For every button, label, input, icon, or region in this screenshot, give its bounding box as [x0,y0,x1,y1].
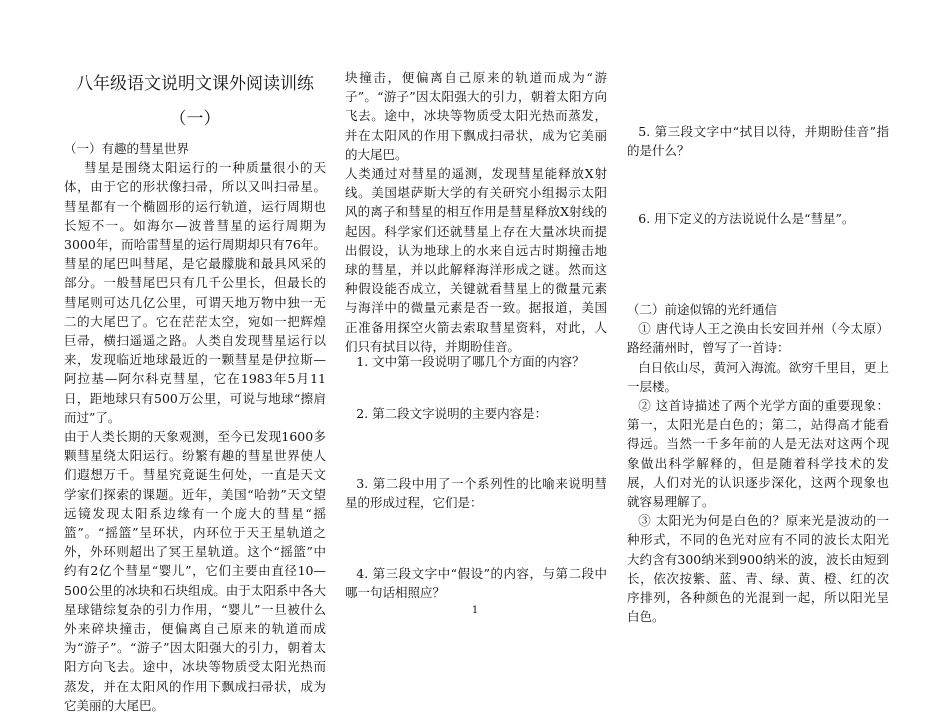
question-3: 3. 第二段中用了一个系列性的比喻来说明彗星的形成过程，它们是： [345,476,607,511]
section1-paragraph-2: 由于人类长期的天象观测，至今已发现1600多颗彗星绕太阳运行。纷繁有趣的彗星世界使人们遐想万千。彗星究竟诞生何处，一直是天文学家们探索的课题。近年，美国“哈勃”天文望远镜发现太阳系边缘有一个庞大的彗星“摇篮”。“摇篮”呈环状，内环位于天王星轨道之外，外环则超出了冥王星轨道。这个“摇篮”中约有2亿个彗星“婴儿”，它们主要由直径10—500公里的冰块和石块组成。由于太阳系中各大星球错综复杂的引力作用，“婴儿”一旦被什么外来碎块撞击，便偏离自己原来的轨道而成为“游子”。“游子”因太阳强大的引力，朝着太阳方向飞去。途中，冰块等物质受太阳光热而蒸发，并在太阳风的作用下飘成扫帚状，成为它美丽的大尾巴。 [64,429,326,713]
question-2: 2. 第二段文字说明的主要内容是： [356,406,548,421]
section2-paragraph-1: ① 唐代诗人王之涣由长安回并州（今太原）路经蒲州时，曾写了一首诗： [627,321,889,356]
section1-paragraph-2-continued: 块撞击，便偏离自己原来的轨道而成为“游子”。“游子”因太阳强大的引力，朝着太阳方向飞去。途中，冰块等物质受太阳光热而蒸发，并在太阳风的作用下飘成扫帚状，成为它美丽的大尾巴。 [345,70,607,162]
section1-paragraph-3: 人类通过对彗星的遥测，发现彗星能释放X射线。美国堪萨斯大学的有关研究小组揭示太阳风的离子和彗星的相互作用是彗星释放X射线的起因。科学家们还就彗星上存在大量冰块而提出假设，认为地球上的水来自远古时期撞击地球的彗星，并以此解释海洋形成之谜。然而这种假设能否成立，关键就看彗星上的微量元素与海洋中的微量元素是否一致。据报道，美国正准备用探空火箭去索取彗星资料，对此，人们只有拭目以待，并期盼佳音。 [345,166,607,354]
page-number: 1 [471,605,479,616]
section2-poem: 白日依山尽，黄河入海流。欲穷千里目，更上一层楼。 [627,359,889,394]
section2-paragraph-3: ③ 太阳光为何是白色的？原来光是波动的一种形式，不同的色光对应有不同的波长太阳光大约含有300纳米到900纳米的波，波长由短到长，依次按紫、蓝、青、绿、黄、橙、红的次序排列，各种颜色的光混到一起，所以阳光呈白色。 [627,513,889,625]
section1-heading: （一）有趣的彗星世界 [64,141,190,156]
question-6: 6. 用下定义的方法说说什么是“彗星”。 [638,211,855,226]
section2-heading: （二）前途似锦的光纤通信 [627,302,778,317]
question-4: 4. 第三段文字中“假设”的内容，与第二段中哪一句话相照应？ [345,566,607,601]
page-title: 八年级语文说明文课外阅读训练 [76,74,314,94]
page-title-number: （一） [169,109,221,129]
section2-paragraph-2: ② 这首诗描述了两个光学方面的重要现象：第一，太阳光是白色的；第二，站得高才能看得远。当然一千多年前的人是无法对这两个现象做出科学解释的，但是随着科学技术的发展，人们对光的认识逐步深化，这两个现象也就容易理解了。 [627,398,889,510]
question-5: 5. 第三段文字中“拭目以待，并期盼佳音”指的是什么？ [627,124,889,159]
section1-paragraph-1: 彗星是围绕太阳运行的一种质量很小的天体，由于它的形状像扫帚，所以又叫扫帚星。彗星都有一个椭圆形的运行轨道，运行周期也长短不一。如海尔—波普彗星的运行周期为3000年，而哈雷彗星的运行周期却只有76年。彗星的尾巴叫彗尾，是它最朦胧和最具风采的部分。一般彗尾巴只有几千公里长，但最长的彗尾则可达几亿公里，可谓天地万物中独一无二的大尾巴了。它在茫茫太空，宛如一把辉煌巨帚，横扫遥遥之路。人类自发现彗星运行以来，发现临近地球最近的一颗彗星是伊拉斯—阿拉基—阿尔科克彗星，它在1983年5月11日，距地球只有500万公里，可说与地球“擦肩而过”了。 [64,160,326,425]
question-1: 1. 文中第一段说明了哪几个方面的内容？ [356,354,585,369]
